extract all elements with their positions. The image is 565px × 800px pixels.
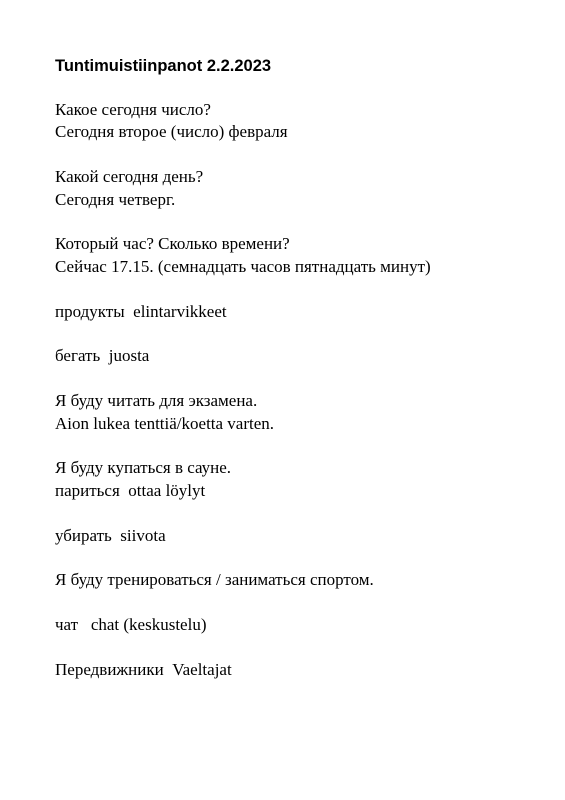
note-line: Я буду читать для экзамена. [55, 391, 258, 411]
paragraph-gap [55, 435, 535, 457]
note-line: Который час? Сколько времени? [55, 234, 290, 254]
paragraph-gap [55, 547, 535, 569]
note-line: чат chat (keskustelu) [55, 615, 207, 635]
note-line: Сегодня четверг. [55, 189, 176, 209]
note-line: Сегодня второе (число) февраля [55, 122, 288, 142]
note-block [55, 166, 535, 211]
note-line: Я буду тренироваться / заниматься спортом. [55, 570, 374, 590]
note-block [55, 457, 535, 502]
note-block [55, 390, 535, 435]
note-line: париться ottaa löylyt [55, 480, 206, 500]
note-block [55, 525, 535, 547]
paragraph-gap [55, 637, 535, 659]
note-line: Какое сегодня число? [55, 100, 211, 119]
note-line: Какой сегодня день? [55, 167, 204, 187]
note-line: бегать juosta [55, 346, 150, 366]
note-line: Сейчас 17.15. (семнадцать часов пятнадцать минут) [55, 256, 431, 276]
note-line: Передвижники Vaeltajat [55, 660, 232, 679]
paragraph-gap [55, 592, 535, 614]
note-block [55, 659, 535, 681]
note-line: Aion lukea tenttiä/koetta varten. [55, 413, 275, 433]
document-page [55, 55, 535, 681]
note-line: Я буду купаться в сауне. [55, 458, 232, 478]
paragraph-gap [55, 502, 535, 524]
note-block [55, 99, 535, 144]
document-title: Tuntimuistiinpanot 2.2.2023 [55, 57, 272, 75]
note-line: продукты elintarvikkeet [55, 301, 227, 321]
paragraph-gap [55, 144, 535, 166]
note-line: убирать siivota [55, 525, 166, 545]
note-block [55, 569, 535, 591]
paragraph-gap [55, 323, 535, 345]
note-block [55, 614, 535, 636]
note-block [55, 345, 535, 367]
note-block [55, 301, 535, 323]
paragraph-gap [55, 278, 535, 300]
paragraph-gap [55, 211, 535, 233]
note-block [55, 233, 535, 278]
paragraph-gap [55, 368, 535, 390]
